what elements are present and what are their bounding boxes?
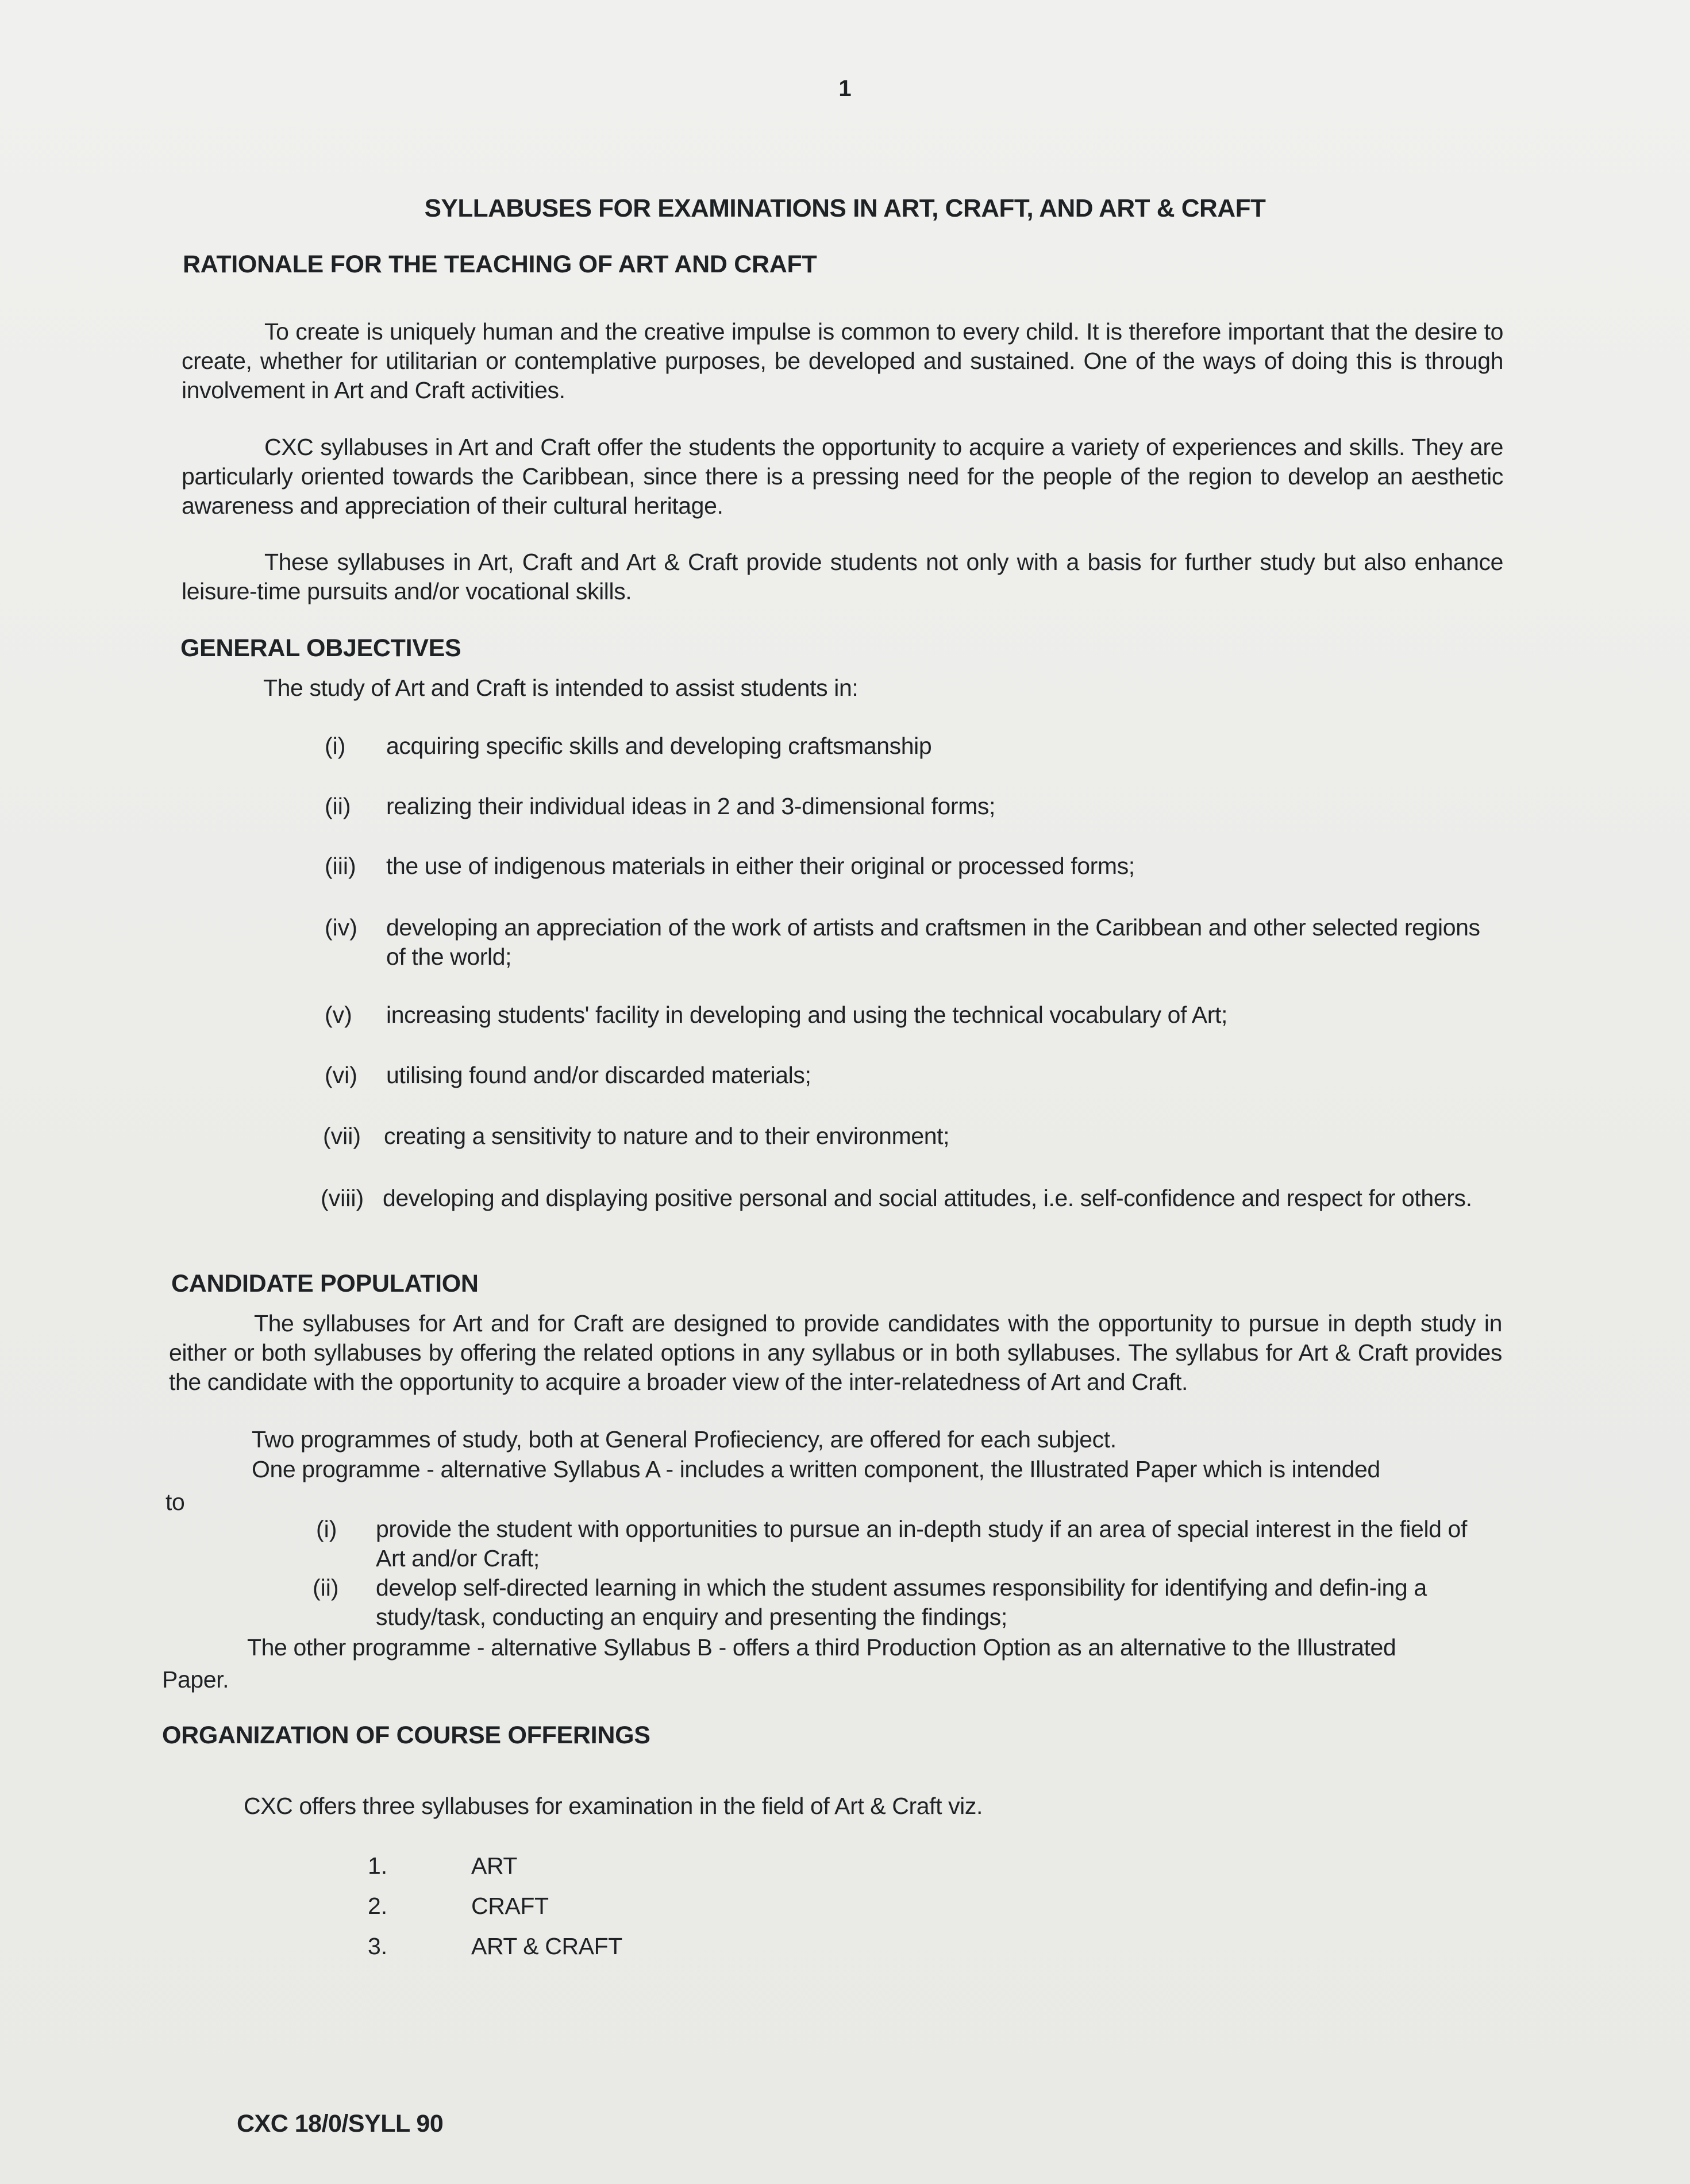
offering-number: 1. [368,1852,388,1879]
offering-name: ART & CRAFT [471,1933,622,1959]
objective-text: acquiring specific skills and developing craftsmanship [386,733,932,759]
objectives-intro: The study of Art and Craft is intended to assist students in: [263,675,859,701]
rationale-paragraph-2: CXC syllabuses in Art and Craft offer the students the opportunity to acquire a variety of experiences and skills. They are particularly oriented towards the Caribbean, since there is a pressing need for the people of the region to develop an aesthetic awareness and appreciation of their cultural heritage. [182,434,1503,519]
programmes-line: Two programmes of study, both at General Profieciency, are offered for each subject. [252,1426,1117,1453]
syllabus-a-line-continued: to [165,1489,185,1515]
syllabus-a-item-text: provide the student with opportunities to pursue an in-depth study if an area of special interest in the field of Art and/or Craft; [376,1516,1467,1571]
organization-intro: CXC offers three syllabuses for examination in the field of Art & Craft viz. [244,1793,983,1819]
objective-text: increasing students' facility in developing and using the technical vocabulary of Art; [386,1002,1227,1028]
objective-number: (iv) [325,914,357,941]
document-title: SYLLABUSES FOR EXAMINATIONS IN ART, CRAFT, AND ART & CRAFT [424,194,1266,222]
objective-number: (viii) [321,1185,364,1211]
objective-number: (iii) [325,853,356,879]
offering-name: ART [471,1852,518,1879]
syllabus-a-item-number: (i) [316,1516,337,1542]
syllabus-b-line: The other programme - alternative Syllabus B - offers a third Production Option as an alternative to the Illustrated [247,1634,1396,1661]
population-paragraph: The syllabuses for Art and for Craft are designed to provide candidates with the opportunity to pursue in depth study in either or both syllabuses by offering the related options in any syllabus or in both syllabuses. The syllabus for Art & Craft provides the candidate with the opportunity to acquire a broader view of the inter-relatedness of Art and Craft. [169,1310,1502,1395]
objective-text: developing an appreciation of the work of artists and craftsmen in the Caribbean and other selected regions of the world; [386,914,1480,970]
syllabus-code-footer: CXC 18/0/SYLL 90 [237,2110,444,2137]
rationale-paragraph-3: These syllabuses in Art, Craft and Art & Craft provide students not only with a basis for further study but also enhance leisure-time pursuits and/or vocational skills. [182,549,1503,604]
objective-number: (i) [325,733,346,759]
syllabus-b-line-continued: Paper. [162,1666,229,1693]
objective-text: developing and displaying positive personal and social attitudes, i.e. self-confidence and respect for others. [383,1185,1472,1211]
offering-number: 3. [368,1933,388,1959]
objectives-heading: GENERAL OBJECTIVES [180,634,461,662]
objective-number: (vi) [325,1062,357,1088]
syllabus-a-item-text: develop self-directed learning in which the student assumes responsibility for identifying and defin-ing a study/task, conducting an enquiry and presenting the findings; [376,1574,1427,1630]
objective-text: utilising found and/or discarded materials; [386,1062,811,1088]
objective-number: (v) [325,1002,352,1028]
objective-number: (vii) [323,1123,361,1149]
objective-text: creating a sensitivity to nature and to their environment; [384,1123,950,1149]
offering-name: CRAFT [471,1893,549,1919]
offering-number: 2. [368,1893,388,1919]
rationale-heading: RATIONALE FOR THE TEACHING OF ART AND CRAFT [183,251,817,278]
syllabus-a-line: One programme - alternative Syllabus A - includes a written component, the Illustrated Paper which is intended [252,1456,1380,1482]
page-number: 1 [838,76,852,101]
syllabus-a-item-number: (ii) [313,1574,339,1601]
organization-heading: ORGANIZATION OF COURSE OFFERINGS [162,1721,650,1749]
rationale-paragraph-1: To create is uniquely human and the creative impulse is common to every child. It is therefore important that the desire to create, whether for utilitarian or contemplative purposes, be developed and sustained. One of the ways of doing this is through involvement in Art and Craft activities. [182,318,1503,403]
objective-number: (ii) [325,793,351,819]
objective-text: realizing their individual ideas in 2 and 3-dimensional forms; [386,793,995,819]
objective-text: the use of indigenous materials in either their original or processed forms; [386,853,1135,879]
population-heading: CANDIDATE POPULATION [171,1270,479,1297]
